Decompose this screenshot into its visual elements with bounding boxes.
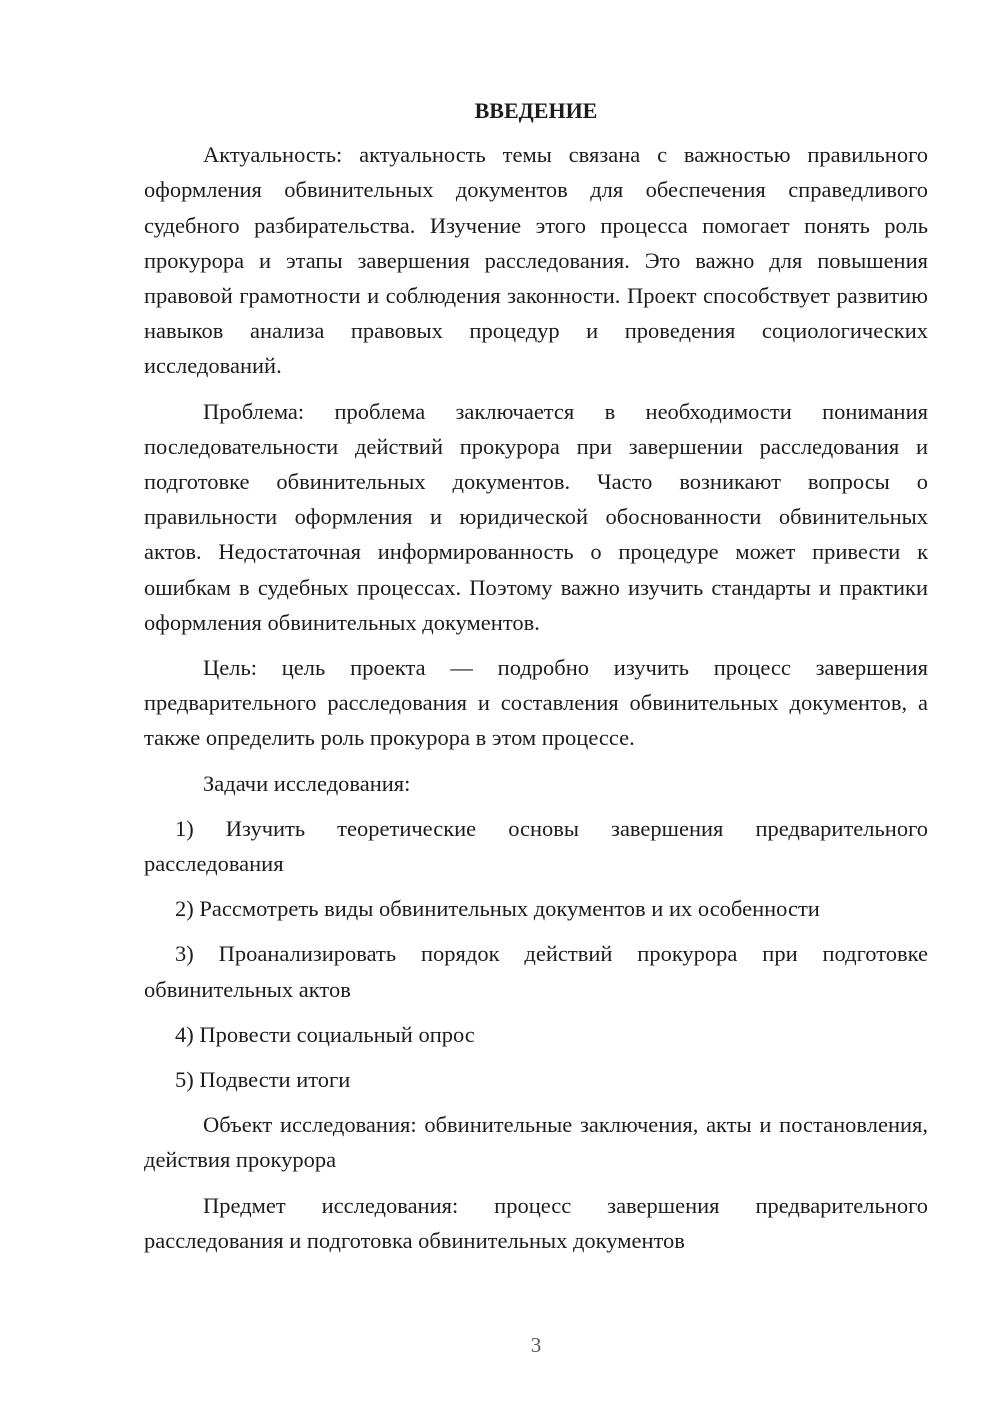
section-title: ВВЕДЕНИЕ: [474, 98, 598, 123]
task-item-1: 1) Изучить теоретические основы завершения предварительного расследования: [144, 815, 928, 877]
page-content: [144, 93, 928, 1268]
problem-paragraph: Проблема: проблема заключается в необходимости понимания последовательности действий прокурора при завершении расследования и подготовке обвинительных документов. Часто возникают вопросы о правильности оформления и юридической обоснованности обвинительных актов. Недостаточная информированность о процедуре может привести к ошибкам в судебных процессах. Поэтому важно изучить стандарты и практики оформления обвинительных документов.: [144, 398, 928, 635]
task-item-2: 2) Рассмотреть виды обвинительных документов и их особенности: [175, 896, 820, 922]
object-paragraph: Объект исследования: обвинительные заключения, акты и постановления, действия прокурора: [144, 1112, 928, 1173]
task-item-3: 3) Проанализировать порядок действий прокурора при подготовке обвинительных актов: [144, 941, 928, 1002]
task-item-5: 5) Подвести итоги: [175, 1067, 351, 1093]
task-item-4: 4) Провести социальный опрос: [175, 1021, 475, 1047]
relevance-paragraph: Актуальность: актуальность темы связана с важностью правильного оформления обвинительных документов для обеспечения справедливого судебного разбирательства. Изучение этого процесса помогает понять роль прокурора и этапы завершения расследования. Это важно для повышения правовой грамотности и соблюдения законности. Проект способствует развитию навыков анализа правовых процедур и проведения социологических исследований.: [144, 142, 928, 379]
subject-paragraph: Предмет исследования: процесс завершения предварительного расследования и подготовка обвинительных документов: [144, 1192, 928, 1253]
page-number: 3: [530, 1333, 542, 1357]
goal-paragraph: Цель: цель проекта — подробно изучить процесс завершения предварительного расследования и составления обвинительных документов, а также определить роль прокурора в этом процессе.: [144, 655, 928, 751]
tasks-heading: Задачи исследования:: [203, 770, 411, 796]
